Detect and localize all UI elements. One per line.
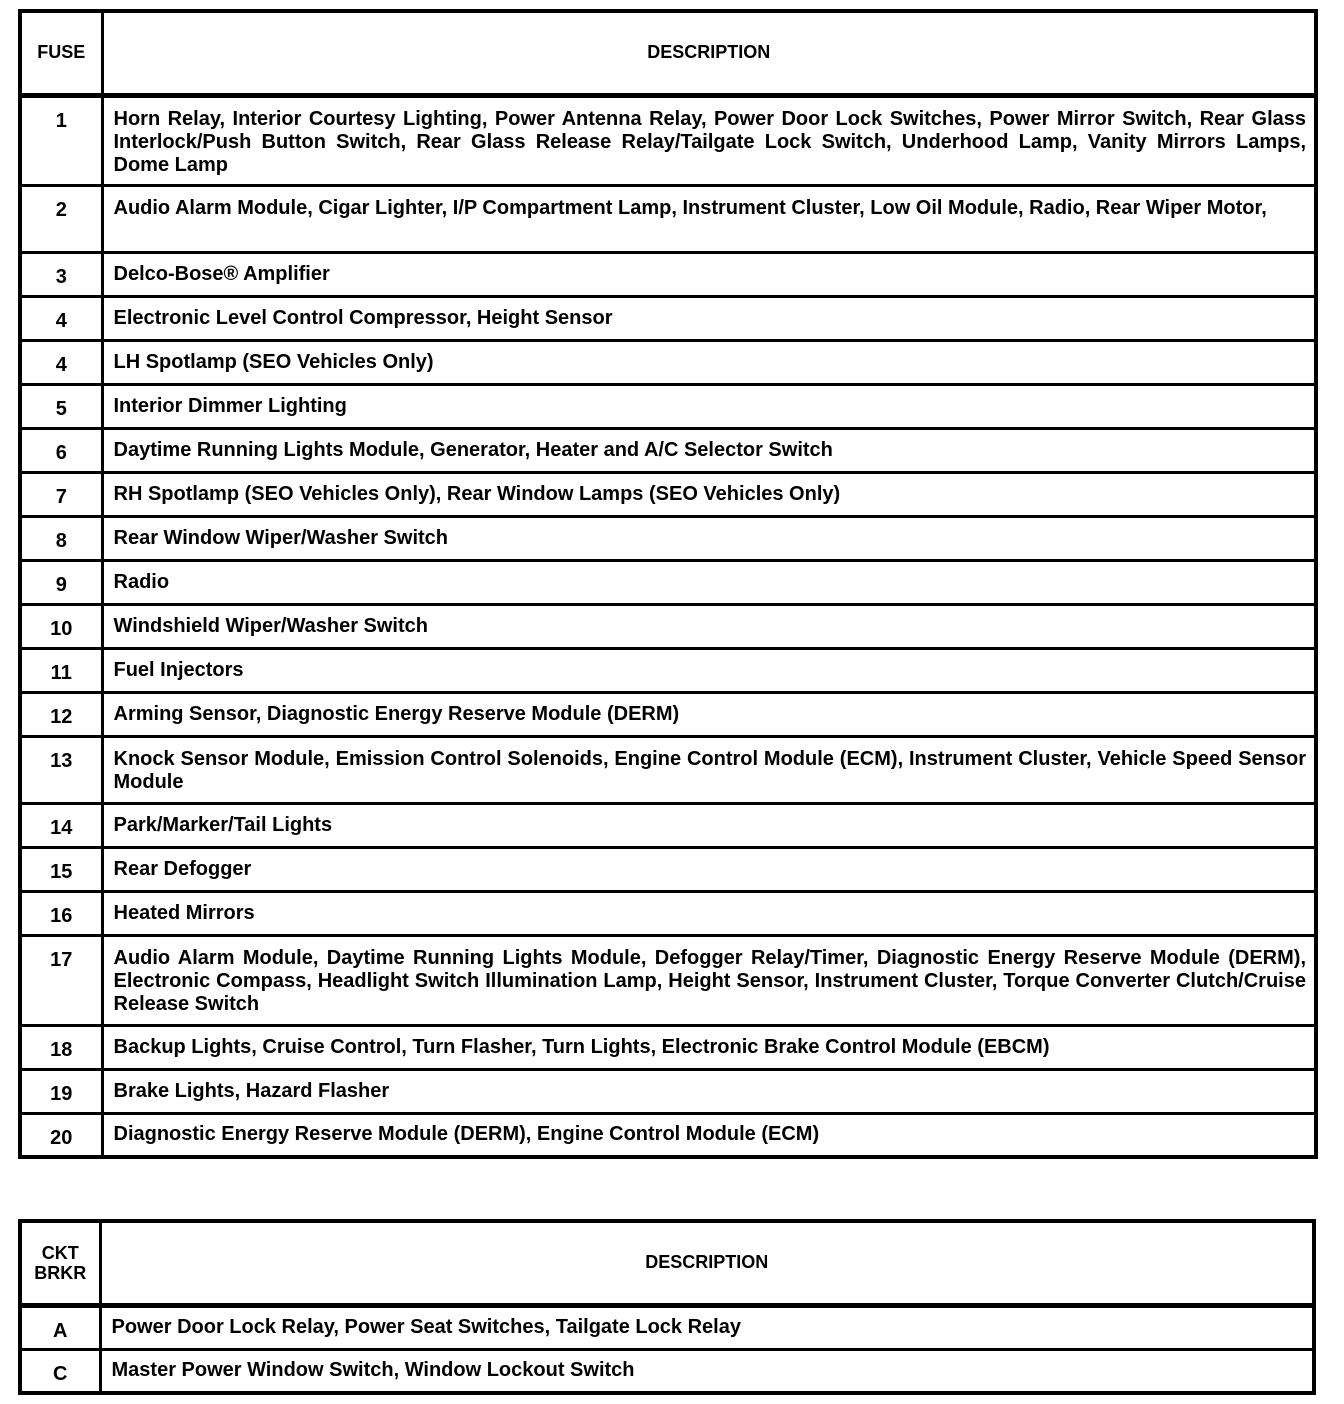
table-row xyxy=(20,1305,1314,1349)
fuse-description: Heated Mirrors xyxy=(102,891,1316,935)
ckt-header-line: CKT xyxy=(41,1242,79,1263)
table-row xyxy=(20,604,1316,648)
fuse-number: 4 xyxy=(20,296,102,340)
fuse-number: 14 xyxy=(20,803,102,847)
fuse-description: Interior Dimmer Lighting xyxy=(102,384,1316,428)
fuse-number: 18 xyxy=(20,1025,102,1069)
table-row xyxy=(20,1349,1314,1393)
table-row xyxy=(20,560,1316,604)
fuse-number: 9 xyxy=(20,560,102,604)
description-column-header: DESCRIPTION xyxy=(100,1221,1314,1305)
fuse-number: 5 xyxy=(20,384,102,428)
table-row xyxy=(20,847,1316,891)
fuse-number: 20 xyxy=(20,1113,102,1157)
fuse-description: Backup Lights, Cruise Control, Turn Flasher, Turn Lights, Electronic Brake Control Module (EBCM) xyxy=(102,1025,1316,1069)
fuse-description: Knock Sensor Module, Emission Control Solenoids, Engine Control Module (ECM), Instrument Cluster, Vehicle Speed Sensor Module xyxy=(102,736,1316,803)
fuse-number: 17 xyxy=(20,935,102,1025)
fuse-description: Audio Alarm Module, Cigar Lighter, I/P Compartment Lamp, Instrument Cluster, Low Oil Module, Radio, Rear Wiper Motor, xyxy=(102,185,1316,252)
fuse-number: 15 xyxy=(20,847,102,891)
fuse-number: 11 xyxy=(20,648,102,692)
fuse-description: Brake Lights, Hazard Flasher xyxy=(102,1069,1316,1113)
ckt-brkr-column-header xyxy=(20,1221,100,1305)
table-row xyxy=(20,516,1316,560)
fuse-number: 4 xyxy=(20,340,102,384)
table-row xyxy=(20,803,1316,847)
fuse-number: 7 xyxy=(20,472,102,516)
fuse-number: 16 xyxy=(20,891,102,935)
brkr-header-line: BRKR xyxy=(34,1262,87,1283)
table-row xyxy=(20,428,1316,472)
fuse-number: 13 xyxy=(20,736,102,803)
fuse-description: Windshield Wiper/Washer Switch xyxy=(102,604,1316,648)
table-row xyxy=(20,891,1316,935)
fuse-description: Daytime Running Lights Module, Generator, Heater and A/C Selector Switch xyxy=(102,428,1316,472)
fuse-description: Diagnostic Energy Reserve Module (DERM), Engine Control Module (ECM) xyxy=(102,1113,1316,1157)
fuse-number: 8 xyxy=(20,516,102,560)
breaker-id: C xyxy=(20,1349,100,1393)
table-row xyxy=(20,692,1316,736)
table-row xyxy=(20,1069,1316,1113)
table-row xyxy=(20,185,1316,252)
fuse-description: Rear Window Wiper/Washer Switch xyxy=(102,516,1316,560)
fuse-number: 6 xyxy=(20,428,102,472)
breaker-description: Power Door Lock Relay, Power Seat Switches, Tailgate Lock Relay xyxy=(100,1305,1314,1349)
fuse-column-header: FUSE xyxy=(20,11,102,95)
fuse-description: Rear Defogger xyxy=(102,847,1316,891)
fuse-description: Electronic Level Control Compressor, Height Sensor xyxy=(102,296,1316,340)
fuse-description: Horn Relay, Interior Courtesy Lighting, Power Antenna Relay, Power Door Lock Switches, Power Mirror Switch, Rear Glass Interlock/Push Button Switch, Rear Glass Release Relay/Tailgate Lock Switch, Underhood Lamp, Vanity Mirrors Lamps, Dome Lamp xyxy=(102,95,1316,185)
fuse-number: 3 xyxy=(20,252,102,296)
table-row xyxy=(20,736,1316,803)
fuse-description: Audio Alarm Module, Daytime Running Lights Module, Defogger Relay/Timer, Diagnostic Energy Reserve Module (DERM), Electronic Compass, Headlight Switch Illumination Lamp, Height Sensor, Instrument Cluster, Torque Converter Clutch/Cruise Release Switch xyxy=(102,935,1316,1025)
fuse-table xyxy=(18,9,1318,1159)
fuse-number: 12 xyxy=(20,692,102,736)
table-row xyxy=(20,472,1316,516)
fuse-description: LH Spotlamp (SEO Vehicles Only) xyxy=(102,340,1316,384)
table-row xyxy=(20,384,1316,428)
fuse-description: Radio xyxy=(102,560,1316,604)
table-row xyxy=(20,1113,1316,1157)
table-row xyxy=(20,95,1316,185)
table-row xyxy=(20,935,1316,1025)
circuit-breaker-table xyxy=(18,1219,1316,1395)
fuse-description: Arming Sensor, Diagnostic Energy Reserve Module (DERM) xyxy=(102,692,1316,736)
table-row xyxy=(20,296,1316,340)
fuse-description: Delco-Bose® Amplifier xyxy=(102,252,1316,296)
fuse-description: RH Spotlamp (SEO Vehicles Only), Rear Window Lamps (SEO Vehicles Only) xyxy=(102,472,1316,516)
description-column-header: DESCRIPTION xyxy=(102,11,1316,95)
fuse-number: 2 xyxy=(20,185,102,252)
fuse-number: 10 xyxy=(20,604,102,648)
fuse-table-header xyxy=(20,11,1316,95)
table-row xyxy=(20,340,1316,384)
breaker-description: Master Power Window Switch, Window Lockout Switch xyxy=(100,1349,1314,1393)
table-row xyxy=(20,252,1316,296)
fuse-number: 1 xyxy=(20,95,102,185)
table-row xyxy=(20,648,1316,692)
fuse-description: Park/Marker/Tail Lights xyxy=(102,803,1316,847)
breaker-id: A xyxy=(20,1305,100,1349)
circuit-breaker-table-header xyxy=(20,1221,1314,1305)
fuse-description: Fuel Injectors xyxy=(102,648,1316,692)
fuse-number: 19 xyxy=(20,1069,102,1113)
table-row xyxy=(20,1025,1316,1069)
